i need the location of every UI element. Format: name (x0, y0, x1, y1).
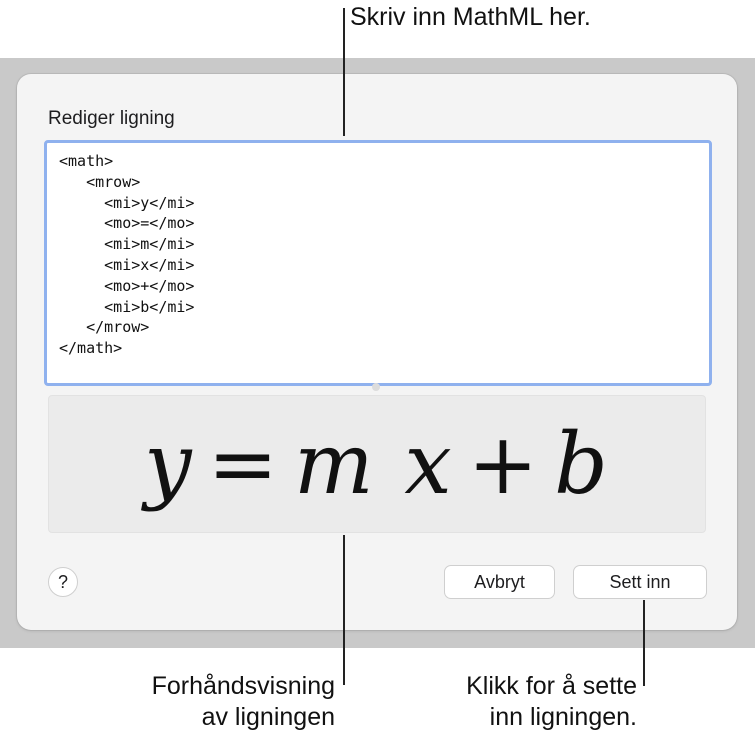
code-line: <mi>y</mi> (59, 193, 195, 212)
code-line: <mo>+</mo> (59, 276, 195, 295)
preview-formula (49, 414, 705, 514)
callout-insert-line1: Klikk for å sette (466, 672, 637, 700)
code-line: <math> (59, 152, 114, 170)
mathml-editor[interactable] (44, 140, 712, 386)
insert-button[interactable]: Sett inn (573, 565, 707, 599)
callout-editor: Skriv inn MathML her. (350, 3, 591, 31)
code-line: </math> (59, 339, 123, 358)
equation-preview (48, 395, 706, 533)
formula-y: y (144, 415, 194, 513)
callout-preview-line1: Forhåndsvisning (151, 672, 335, 700)
callout-line-preview (343, 535, 345, 685)
split-resize-handle[interactable] (372, 383, 380, 391)
formula-m: m (293, 415, 376, 513)
code-line: <mi>b</mi> (59, 297, 195, 316)
formula-x: x (404, 415, 454, 513)
callout-preview (152, 671, 335, 733)
cancel-button[interactable]: Avbryt (444, 565, 555, 599)
code-line: </mrow> (59, 318, 150, 337)
code-line: <mi>m</mi> (59, 235, 195, 254)
formula-equals: = (207, 415, 280, 513)
code-line: <mi>x</mi> (59, 255, 195, 274)
dialog-title: Rediger ligning (48, 108, 175, 129)
mathml-code[interactable] (47, 143, 709, 359)
callout-line-insert (643, 600, 645, 686)
code-line: <mo>=</mo> (59, 214, 195, 233)
callout-insert-line2: inn ligningen. (489, 703, 637, 731)
formula-plus: + (467, 415, 541, 513)
callout-preview-line2: av ligningen (201, 703, 335, 731)
formula-b: b (554, 415, 610, 513)
callout-insert (466, 671, 637, 733)
callout-line-editor (343, 8, 345, 136)
code-line: <mrow> (59, 172, 141, 191)
help-button[interactable]: ? (48, 567, 78, 597)
